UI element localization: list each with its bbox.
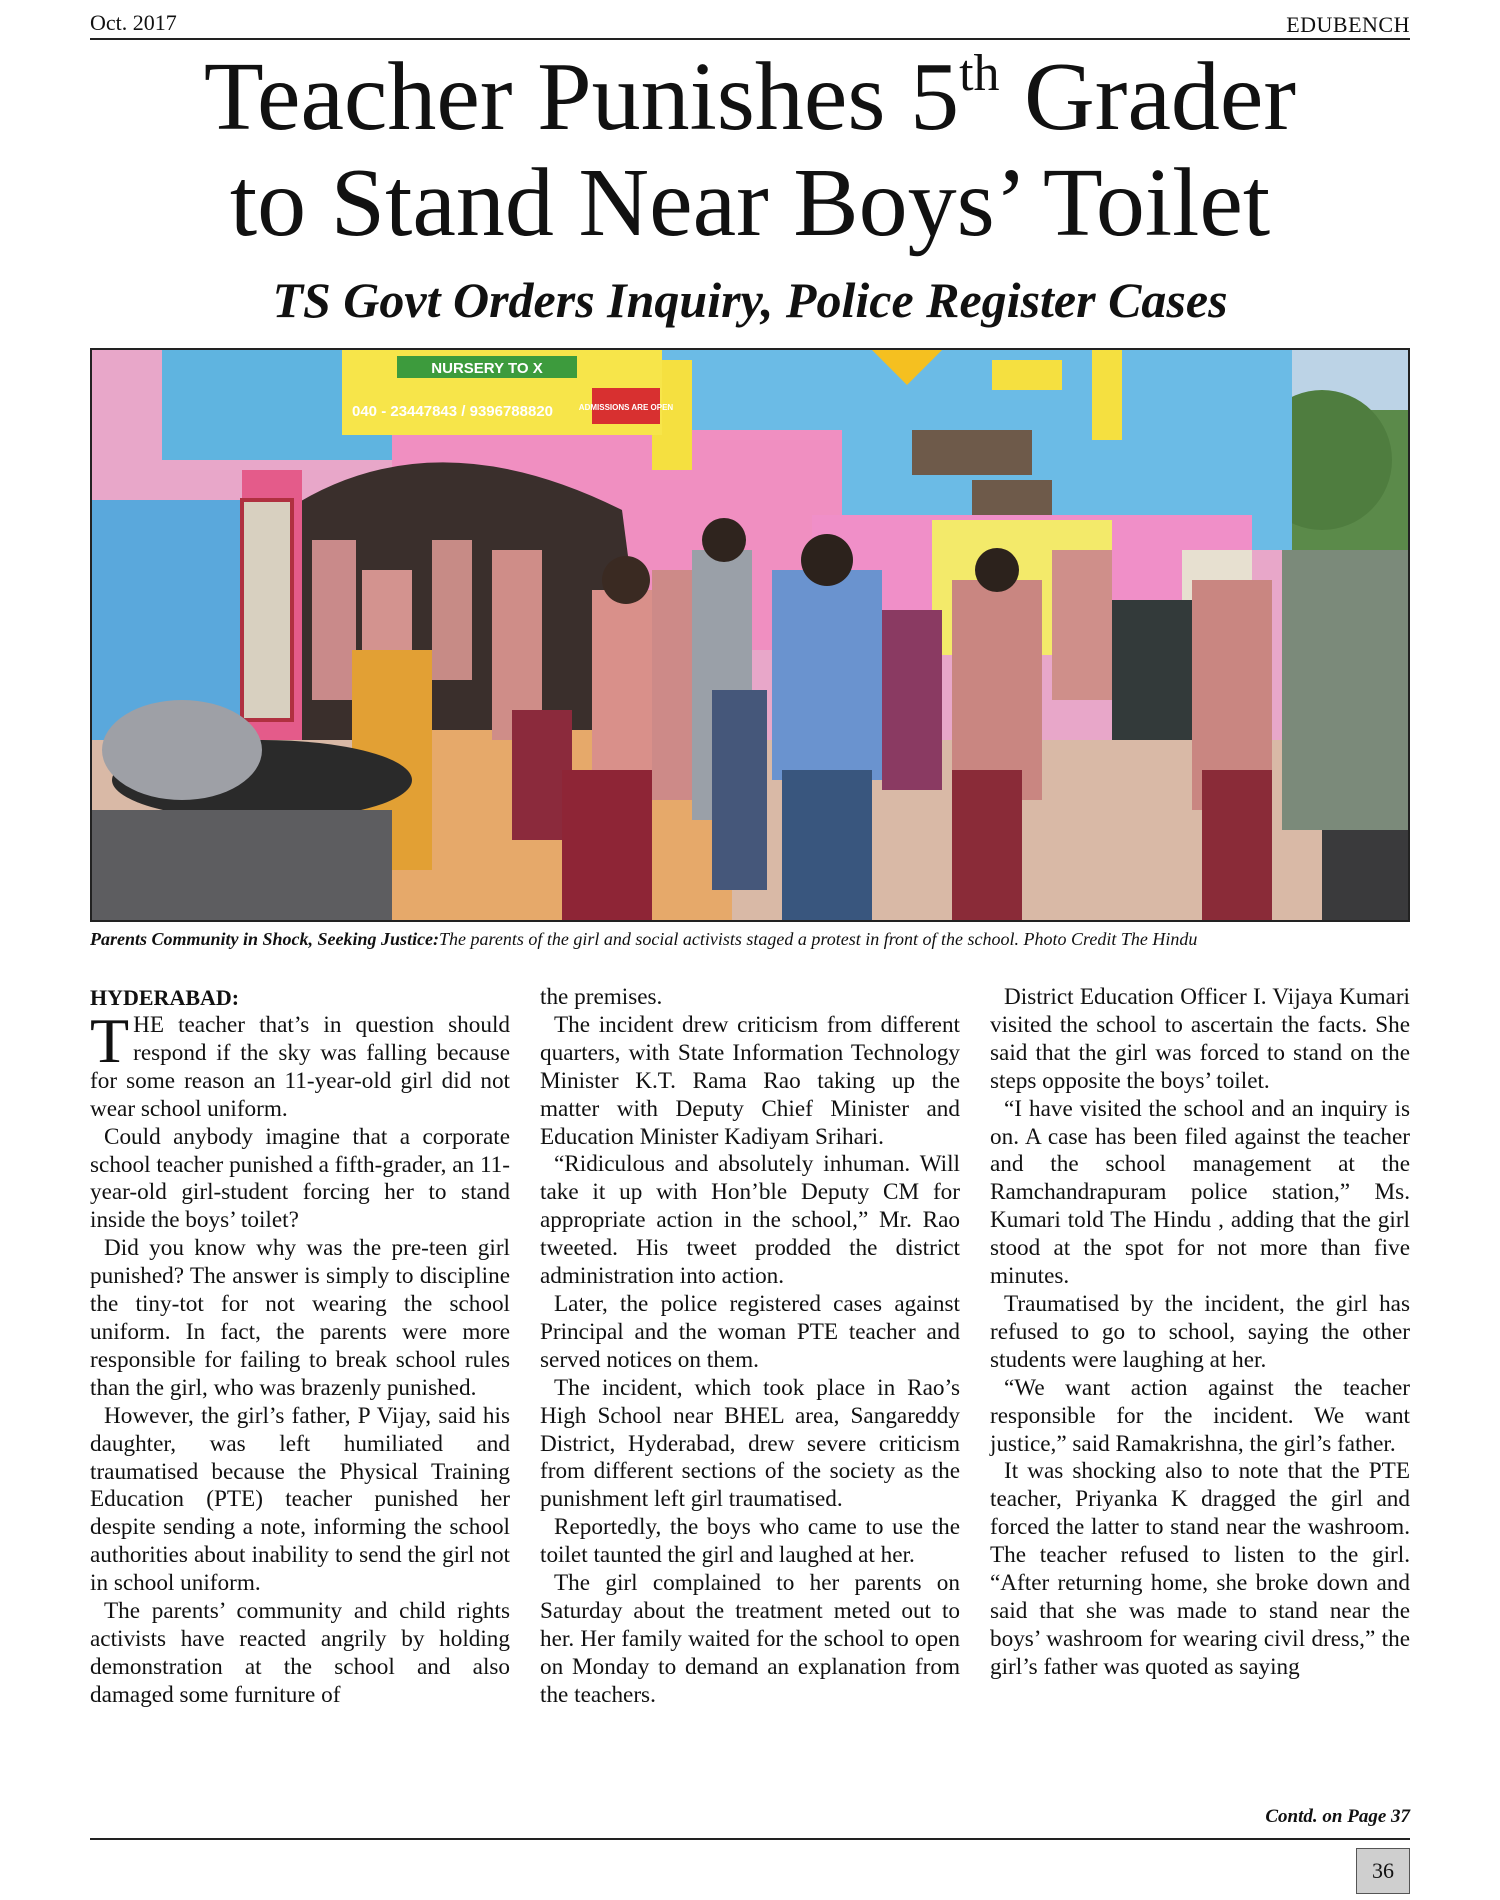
article-paragraph: Later, the police registered cases against Principal and the woman PTE teacher and served notices on them. bbox=[540, 1290, 960, 1373]
article-paragraph: “I have visited the school and an inquiry is on. A case has been filed against the teacher and the school management at the Ramchandrapuram police station,” Ms. Kumari told The Hindu , adding that the girl stood at the spot for not more than five minutes. bbox=[990, 1095, 1410, 1290]
article-paragraph: However, the girl’s father, P Vijay, said his daughter, was left humiliated and traumatised because the Physical Training Education (PTE) teacher punished her despite sending a note, informing the school authorities about inability to send the girl not in school uniform. bbox=[90, 1402, 510, 1597]
article-paragraph: “We want action against the teacher responsible for the incident. We want justice,” said Ramakrishna, the girl’s father. bbox=[990, 1374, 1410, 1457]
photo-caption bbox=[90, 928, 1410, 950]
sign-admissions-text: ADMISSIONS ARE OPEN bbox=[578, 403, 674, 412]
sign-phone-text: 040 - 23447843 / 9396788820 bbox=[352, 403, 554, 420]
article-paragraph: The girl complained to her parents on Saturday about the treatment meted out to her. Her family waited for the school to open on Monday to demand an explanation from the teachers. bbox=[540, 1570, 960, 1708]
drop-cap: T bbox=[90, 1005, 130, 1076]
page-number: 36 bbox=[1356, 1848, 1410, 1894]
sign-nursery-text: NURSERY TO X bbox=[431, 360, 543, 377]
article-paragraph: The incident, which took place in Rao’s High School near BHEL area, Sangareddy District, Hyderabad, drew severe criticism from different sections of the society as the punishment left girl traumatised. bbox=[540, 1374, 960, 1513]
headline bbox=[90, 44, 1410, 256]
article-paragraph: THE teacher that’s in question should respond if the sky was falling because for some reason an 11-year-old girl did not wear school uniform. bbox=[90, 1005, 510, 1122]
article-column-2 bbox=[540, 984, 960, 1710]
subheadline: TS Govt Orders Inquiry, Police Register Cases bbox=[272, 272, 1228, 328]
article-paragraph: Reportedly, the boys who came to use the toilet taunted the girl and laughed at her. bbox=[540, 1514, 960, 1569]
issue-date: Oct. 2017 bbox=[90, 10, 177, 35]
article-paragraph: Traumatised by the incident, the girl has refused to go to school, saying the other students were laughing at her. bbox=[990, 1290, 1410, 1373]
news-photo bbox=[90, 348, 1410, 922]
article-column-1 bbox=[90, 984, 510, 1710]
continued-on-page: Contd. on Page 37 bbox=[1265, 1806, 1410, 1827]
headline-line1: Teacher Punishes 5th Grader bbox=[203, 43, 1297, 151]
article-paragraph: the premises. bbox=[540, 984, 663, 1010]
headline-line2: to Stand Near Boys’ Toilet bbox=[229, 149, 1271, 257]
article-paragraph: It was shocking also to note that the PTE teacher, Priyanka K dragged the girl and forced the latter to stand near the washroom. The teacher refused to listen to the girl. “After returning home, she broke down and said that she was made to stand near the boys’ washroom for wearing civil dress,” the girl’s father was quoted as saying bbox=[990, 1458, 1410, 1680]
caption-title: Parents Community in Shock, Seeking Justice: bbox=[90, 929, 440, 949]
caption-text: The parents of the girl and social activists staged a protest in front of the school. Photo Credit The Hindu bbox=[439, 929, 1198, 949]
article-paragraph: “Ridiculous and absolutely inhuman. Will take it up with Hon’ble Deputy CM for appropriate action in the school,” Mr. Rao tweeted. His tweet prodded the district administration into action. bbox=[540, 1151, 960, 1290]
article-paragraph: The incident drew criticism from different quarters, with State Information Technology Minister K.T. Rama Rao taking up the matter with Deputy Chief Minister and Education Minister Kadiyam Srihari. bbox=[540, 1011, 960, 1150]
article-paragraph: The parents’ community and child rights activists have reacted angrily by holding demonstration at the school and also damaged some furniture of bbox=[90, 1598, 510, 1708]
publication-name: EDUBENCH bbox=[1286, 12, 1410, 37]
article-column-3 bbox=[990, 984, 1410, 1682]
article-paragraph: Did you know why was the pre-teen girl punished? The answer is simply to discipline the tiny-tot for not wearing the school uniform. In fact, the parents were more responsible for failing to break school rules than the girl, who was brazenly punished. bbox=[90, 1235, 510, 1401]
masthead bbox=[90, 8, 1410, 40]
dateline: HYDERABAD: bbox=[90, 985, 240, 1010]
footer-divider bbox=[90, 1838, 1410, 1840]
article-paragraph: Could anybody imagine that a corporate school teacher punished a fifth-grader, an 11-year-old girl-student forcing her to stand inside the boys’ toilet? bbox=[90, 1123, 510, 1234]
article-paragraph: District Education Officer I. Vijaya Kumari visited the school to ascertain the facts. She said that the girl was forced to stand on the steps opposite the boys’ toilet. bbox=[990, 984, 1410, 1094]
